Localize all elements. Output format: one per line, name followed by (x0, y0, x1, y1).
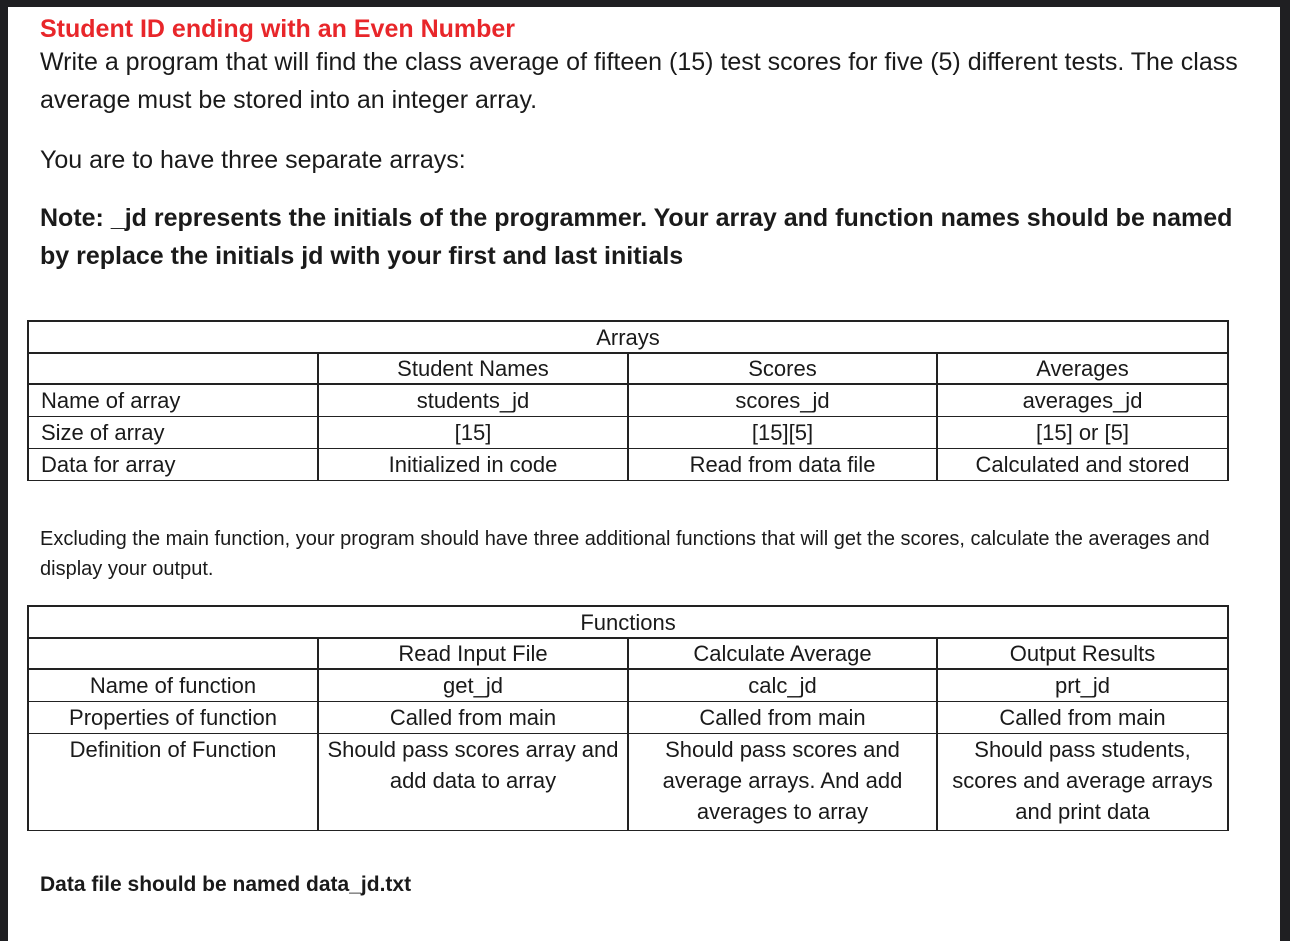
functions-header-output: Output Results (937, 638, 1228, 669)
table-row (28, 449, 1228, 481)
arrays-intro-paragraph: You are to have three separate arrays: (40, 146, 466, 174)
table-cell: get_jd (318, 669, 628, 702)
arrays-header-student-names: Student Names (318, 353, 628, 384)
table-cell: [15][5] (628, 417, 937, 449)
arrays-header-averages: Averages (937, 353, 1228, 384)
arrays-table (27, 320, 1229, 481)
row-label: Definition of Function (28, 734, 318, 831)
arrays-header-blank (28, 353, 318, 384)
table-cell: Initialized in code (318, 449, 628, 481)
table-cell: [15] (318, 417, 628, 449)
table-cell: Should pass scores and average arrays. And add averages to array (628, 734, 937, 831)
document-page (8, 7, 1280, 941)
table-row (28, 669, 1228, 702)
table-cell: Should pass students, scores and average arrays and print data (937, 734, 1228, 831)
functions-table (27, 605, 1229, 831)
row-label: Data for array (28, 449, 318, 481)
arrays-table-title: Arrays (28, 321, 1228, 353)
data-file-note: Data file should be named data_jd.txt (40, 873, 412, 896)
functions-table-title: Functions (28, 606, 1228, 638)
table-cell: [15] or [5] (937, 417, 1228, 449)
initials-note: Note: _jd represents the initials of the programmer. Your array and function names should be named by replace the initials jd with your first and last initials (40, 204, 1233, 270)
row-label: Properties of function (28, 702, 318, 734)
functions-header-blank (28, 638, 318, 669)
intro-paragraph: Write a program that will find the class average of fifteen (15) test scores for five (5) different tests. The class average must be stored into an integer array. (40, 48, 1238, 114)
table-cell: averages_jd (937, 384, 1228, 417)
table-cell: Called from main (318, 702, 628, 734)
table-row (28, 702, 1228, 734)
functions-header-calc-average: Calculate Average (628, 638, 937, 669)
table-cell: Called from main (628, 702, 937, 734)
row-label: Size of array (28, 417, 318, 449)
table-cell: calc_jd (628, 669, 937, 702)
table-row (28, 734, 1228, 831)
table-cell: students_jd (318, 384, 628, 417)
row-label: Name of array (28, 384, 318, 417)
page-heading: Student ID ending with an Even Number (40, 15, 516, 43)
table-cell: prt_jd (937, 669, 1228, 702)
table-cell: scores_jd (628, 384, 937, 417)
functions-intro-paragraph: Excluding the main function, your program should have three additional functions that will get the scores, calculate the averages and display your output. (40, 528, 1210, 580)
functions-header-read-input: Read Input File (318, 638, 628, 669)
row-label: Name of function (28, 669, 318, 702)
table-row (28, 417, 1228, 449)
table-row (28, 384, 1228, 417)
arrays-header-scores: Scores (628, 353, 937, 384)
table-cell: Should pass scores array and add data to array (318, 734, 628, 831)
table-cell: Called from main (937, 702, 1228, 734)
table-cell: Calculated and stored (937, 449, 1228, 481)
table-cell: Read from data file (628, 449, 937, 481)
